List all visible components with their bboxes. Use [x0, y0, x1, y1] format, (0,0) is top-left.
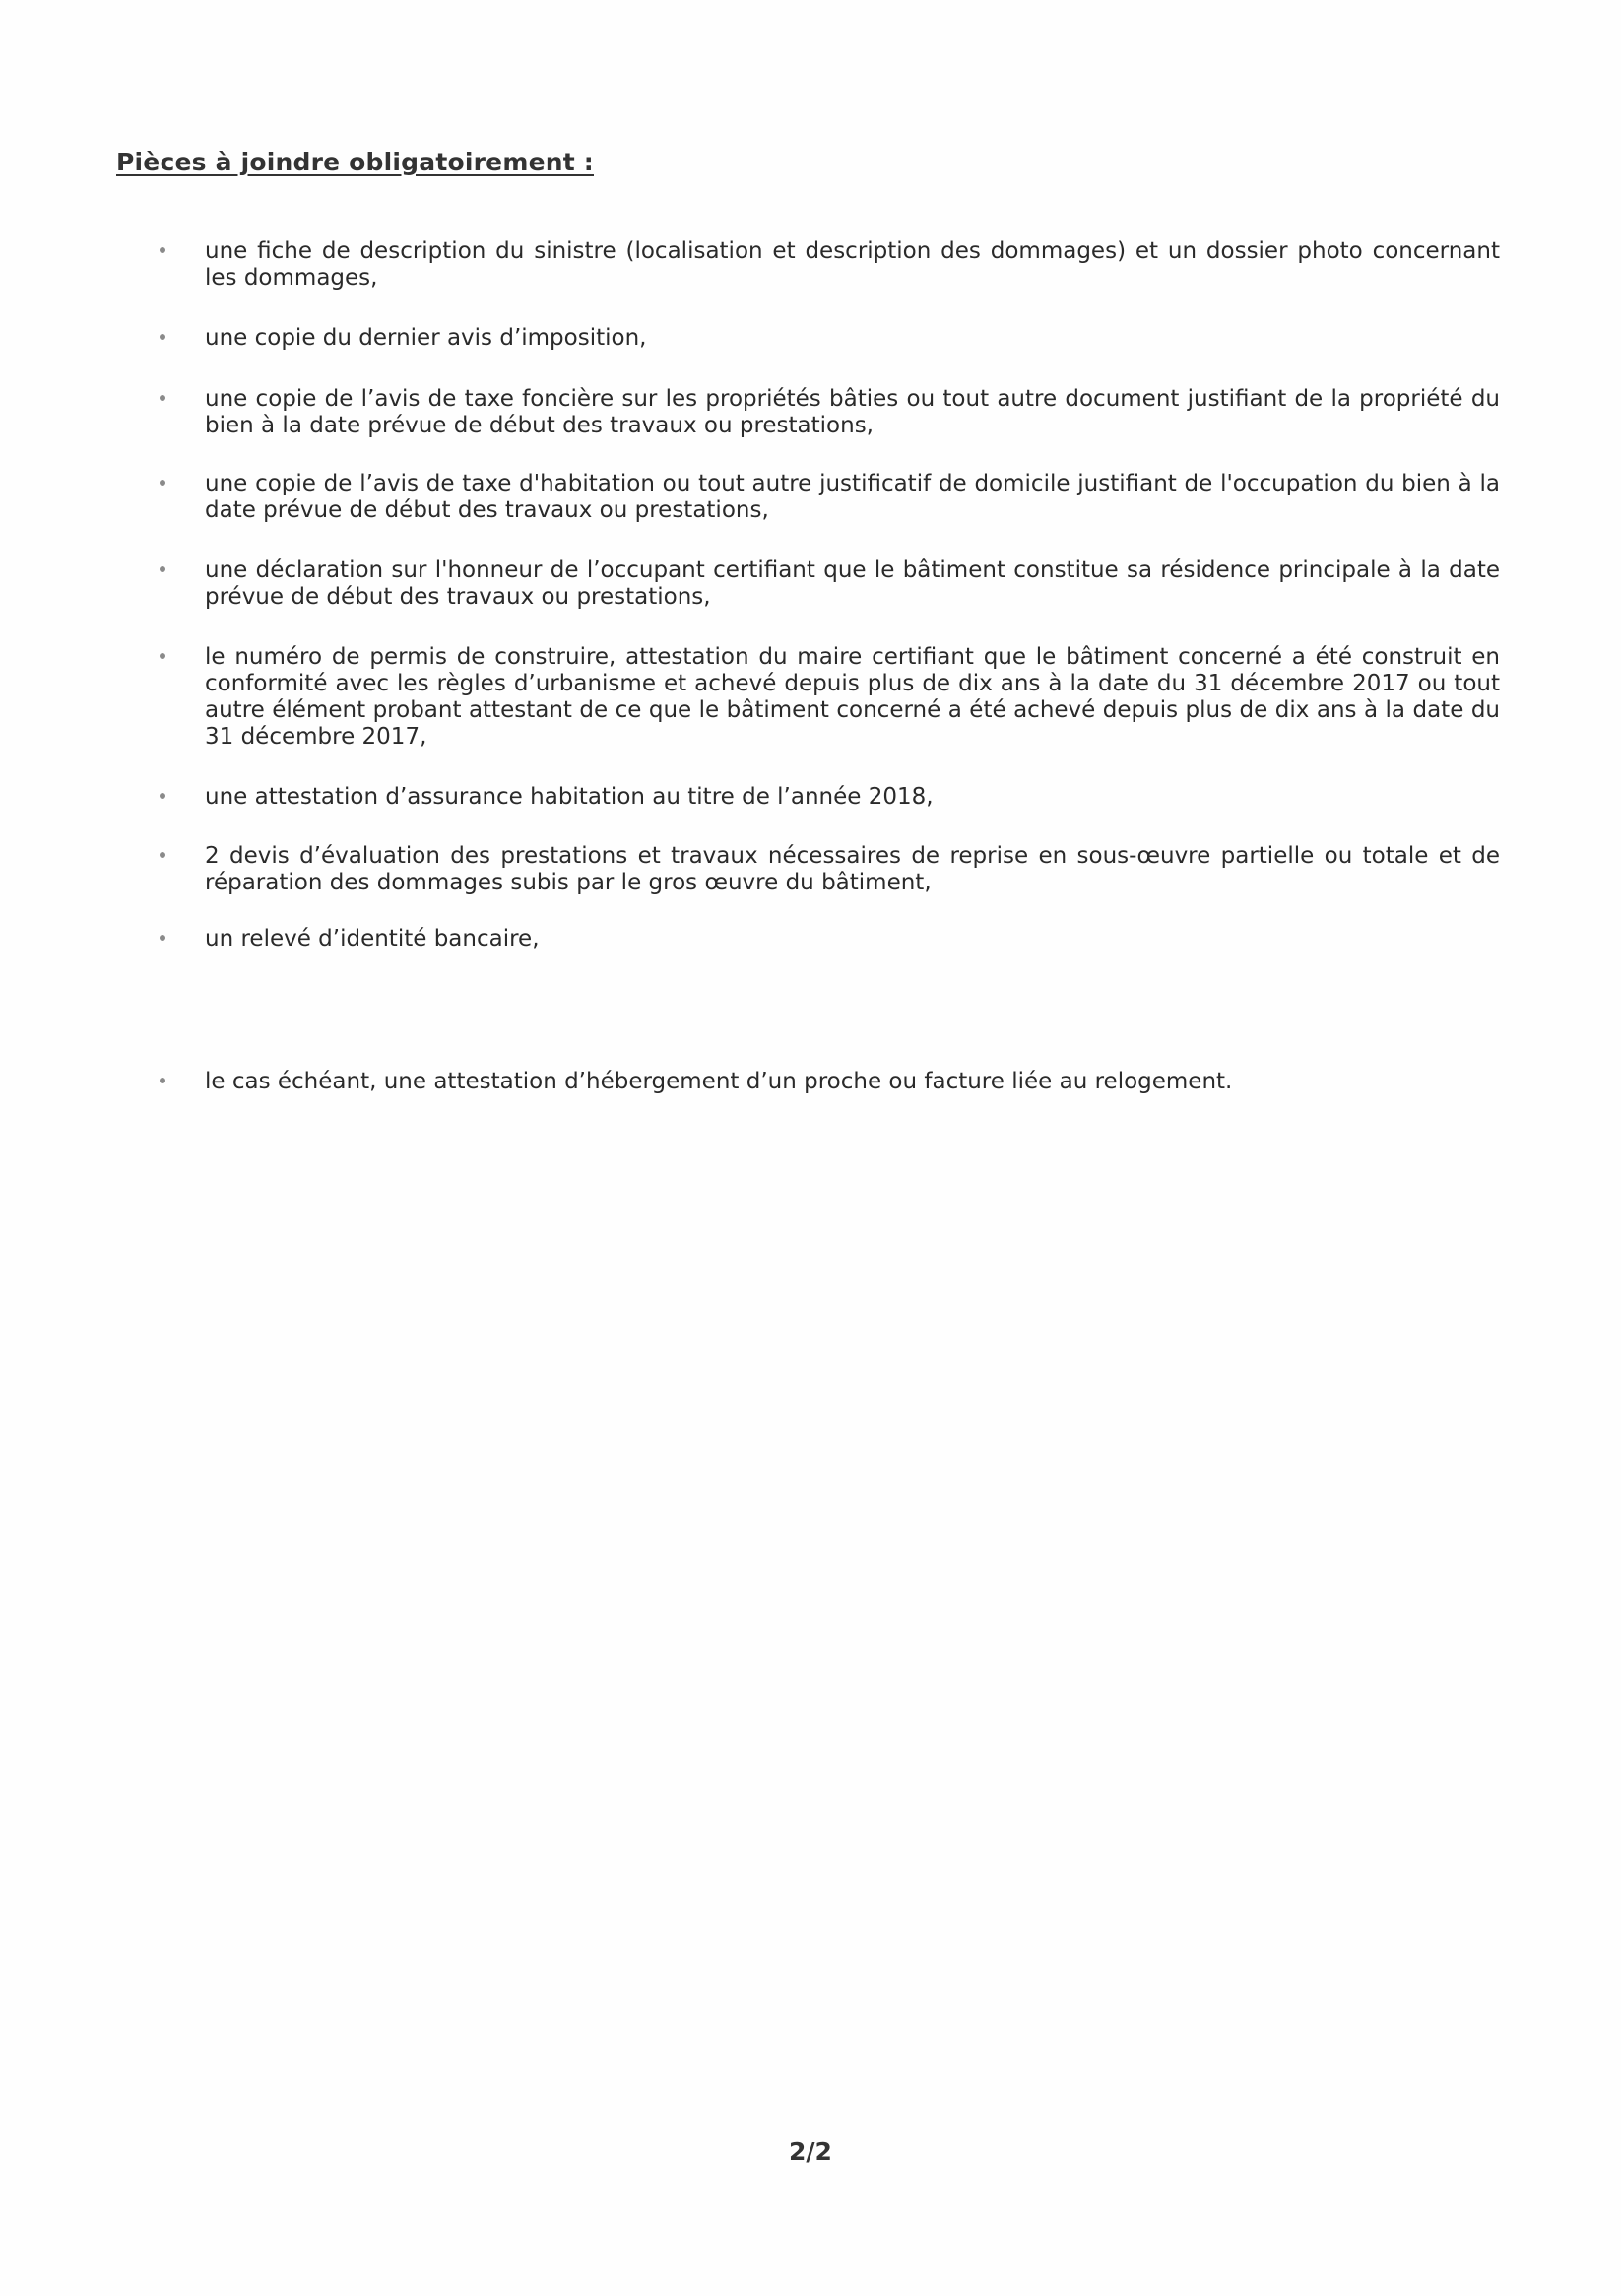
bullet-icon: [160, 653, 165, 659]
bullet-icon: [160, 1078, 165, 1083]
bullet-icon: [160, 793, 165, 799]
list-item-text: une déclaration sur l'honneur de l’occupant certifiant que le bâtiment constitue sa résidence principale à la date prévue de début des travaux ou prestations,: [205, 558, 1500, 610]
list-item-text: une copie de l’avis de taxe d'habitation ou tout autre justificatif de domicile justifiant de l'occupation du bien à la date prévue de début des travaux ou prestations,: [205, 471, 1500, 523]
list-item-text: une copie de l’avis de taxe foncière sur les propriétés bâties ou tout autre document justifiant de la propriété du bien à la date prévue de début des travaux ou prestations,: [205, 386, 1500, 438]
bullet-icon: [160, 334, 165, 340]
list-item-text: le numéro de permis de construire, attestation du maire certifiant que le bâtiment concerné a été construit en conformité avec les règles d’urbanisme et achevé depuis plus de dix ans à la date du 31 décembre 2017 ou tout autre élément probant attestant de ce que le bâtiment concerné a été achevé depuis plus de dix ans à la date du 31 décembre 2017,: [205, 644, 1500, 750]
list-item-text: 2 devis d’évaluation des prestations et travaux nécessaires de reprise en sous-œuvre partielle ou totale et de réparation des dommages subis par le gros œuvre du bâtiment,: [205, 843, 1500, 895]
list-item-text: le cas échéant, une attestation d’hébergement d’un proche ou facture liée au relogement.: [205, 1069, 1233, 1094]
bullet-icon: [160, 852, 165, 858]
page-number: 2/2: [789, 2137, 832, 2166]
section-heading: Pièces à joindre obligatoirement :: [116, 148, 594, 176]
list-item-text: un relevé d’identité bancaire,: [205, 926, 540, 951]
list-item-text: une attestation d’assurance habitation au titre de l’année 2018,: [205, 784, 934, 810]
bullet-icon: [160, 935, 165, 941]
bullet-icon: [160, 566, 165, 572]
list-item-text: une copie du dernier avis d’imposition,: [205, 325, 647, 351]
bullet-icon: [160, 395, 165, 401]
bullet-icon: [160, 247, 165, 253]
bullet-icon: [160, 480, 165, 486]
list-item-text: une fiche de description du sinistre (localisation et description des dommages) et un dossier photo concernant les dommages,: [205, 238, 1500, 291]
